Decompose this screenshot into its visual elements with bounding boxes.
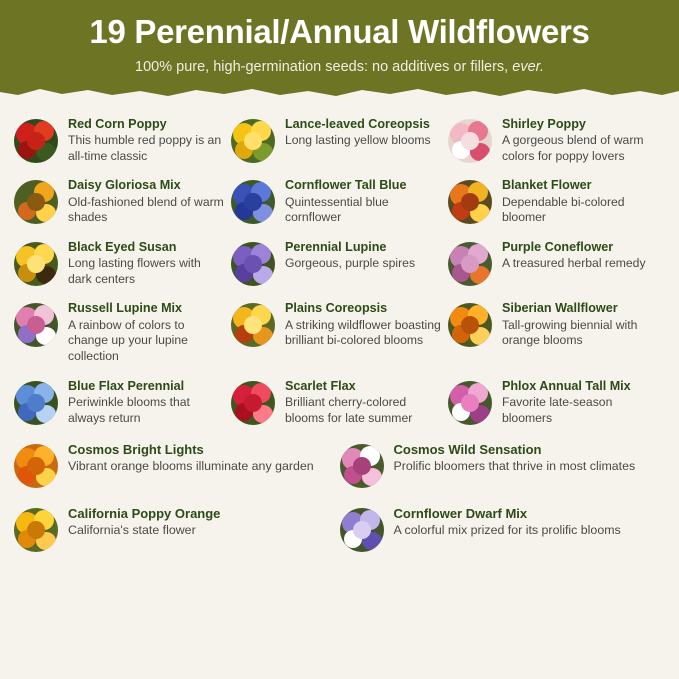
flower-name: Cosmos Bright Lights xyxy=(68,442,204,458)
flower-photo-swatch xyxy=(14,242,58,286)
flower-cell xyxy=(14,442,340,506)
flower-description: Periwinkle blooms that always return xyxy=(68,394,190,425)
flower-name: Cornflower Tall Blue xyxy=(284,178,407,193)
flower-name: Siberian Wallflower xyxy=(501,301,618,316)
flower-photo-swatch xyxy=(448,381,492,425)
list-item[interactable] xyxy=(14,117,227,165)
list-item[interactable] xyxy=(14,301,227,364)
flower-photo-swatch xyxy=(231,180,275,224)
list-item[interactable] xyxy=(231,178,444,226)
list-item[interactable] xyxy=(14,379,227,427)
flower-description: Quintessential blue cornflower xyxy=(284,194,389,225)
flower-description: Brilliant cherry-colored blooms for late summer xyxy=(284,394,413,425)
flower-photo-swatch xyxy=(14,119,58,163)
flower-cell xyxy=(231,301,448,378)
subtitle-emphasis: ever. xyxy=(512,59,544,76)
flower-name: Cornflower Dwarf Mix xyxy=(393,506,528,522)
flower-description: A treasured herbal remedy xyxy=(501,256,646,271)
list-item[interactable] xyxy=(14,506,334,552)
flower-cell xyxy=(14,379,231,441)
flower-grid-two-column xyxy=(14,442,665,570)
flower-cell xyxy=(231,117,448,179)
flower-photo-swatch xyxy=(231,242,275,286)
flower-name: Shirley Poppy xyxy=(501,116,586,131)
flower-name: Perennial Lupine xyxy=(284,239,387,254)
flower-grid-three-column xyxy=(14,117,665,441)
flower-photo-swatch xyxy=(14,381,58,425)
flower-description: Vibrant orange blooms illuminate any garden xyxy=(68,459,314,474)
flower-name: Purple Coneflower xyxy=(501,239,614,254)
flower-description: Favorite late-season bloomers xyxy=(501,394,613,425)
flower-cell xyxy=(14,117,231,179)
flower-description: California's state flower xyxy=(68,523,196,538)
flower-name: Plains Coreopsis xyxy=(284,301,388,316)
flower-name: Lance-leaved Coreopsis xyxy=(284,116,430,131)
flower-cell xyxy=(14,506,340,570)
flower-cell xyxy=(340,506,666,570)
flower-photo-swatch xyxy=(448,303,492,347)
header-banner xyxy=(0,0,679,99)
list-item[interactable] xyxy=(448,379,661,427)
list-item[interactable] xyxy=(14,178,227,226)
flower-name: Cosmos Wild Sensation xyxy=(393,442,542,458)
flower-name: Phlox Annual Tall Mix xyxy=(501,378,631,393)
flower-photo-swatch xyxy=(14,508,58,552)
flower-cell xyxy=(231,379,448,441)
flower-photo-swatch xyxy=(231,381,275,425)
flower-cell xyxy=(448,117,665,179)
flower-name: Scarlet Flax xyxy=(284,378,356,393)
list-item[interactable] xyxy=(14,442,334,488)
flower-cell xyxy=(231,240,448,302)
flower-photo-swatch xyxy=(14,180,58,224)
flower-cell xyxy=(448,240,665,302)
flower-description: Tall-growing biennial with orange blooms xyxy=(501,317,638,348)
flower-description: Gorgeous, purple spires xyxy=(284,256,416,271)
flower-description: A striking wildflower boasting brilliant bi-colored blooms xyxy=(284,317,441,348)
list-item[interactable] xyxy=(448,178,661,226)
flower-cell xyxy=(14,240,231,302)
flower-cell xyxy=(448,178,665,240)
flower-name: Red Corn Poppy xyxy=(68,116,167,131)
page-title: 19 Perennial/Annual Wildflowers xyxy=(89,13,590,50)
flower-description: A colorful mix prized for its prolific blooms xyxy=(393,523,621,538)
list-item[interactable] xyxy=(448,117,661,165)
flower-cell xyxy=(14,301,231,378)
flower-description: Long lasting flowers with dark centers xyxy=(68,256,201,286)
list-item[interactable] xyxy=(448,240,661,286)
flower-name: Russell Lupine Mix xyxy=(68,301,183,316)
flower-photo-swatch xyxy=(231,303,275,347)
flower-photo-swatch xyxy=(448,119,492,163)
flower-name: Blanket Flower xyxy=(501,178,592,193)
flower-photo-swatch xyxy=(448,242,492,286)
flower-photo-swatch xyxy=(340,444,384,488)
flower-description: Prolific bloomers that thrive in most climates xyxy=(393,459,636,474)
flower-name: Daisy Gloriosa Mix xyxy=(68,178,181,193)
flower-description: A gorgeous blend of warm colors for poppy lovers xyxy=(501,133,644,163)
flower-photo-swatch xyxy=(14,444,58,488)
flower-description: This humble red poppy is an all-time classic xyxy=(68,133,222,163)
flower-description: Old-fashioned blend of warm shades xyxy=(68,194,224,225)
flower-cell xyxy=(448,301,665,378)
flower-cell xyxy=(340,442,666,506)
flower-description: Dependable bi-colored bloomer xyxy=(501,194,625,225)
flower-photo-swatch xyxy=(231,119,275,163)
flower-name: Black Eyed Susan xyxy=(68,239,177,254)
flower-cell xyxy=(448,379,665,441)
list-item[interactable] xyxy=(231,379,444,427)
list-item[interactable] xyxy=(231,240,444,286)
flower-cell xyxy=(14,178,231,240)
flower-name: California Poppy Orange xyxy=(68,506,221,522)
subtitle-main: 100% pure, high-germination seeds: no additives or fillers, xyxy=(135,59,513,76)
list-item[interactable] xyxy=(448,301,661,349)
flower-photo-swatch xyxy=(340,508,384,552)
flower-photo-swatch xyxy=(448,180,492,224)
flower-photo-swatch xyxy=(14,303,58,347)
flower-list-content xyxy=(0,99,679,571)
flower-description: Long lasting yellow blooms xyxy=(284,133,431,148)
torn-edge-decoration xyxy=(0,86,679,100)
header-subtitle xyxy=(20,59,659,76)
list-item[interactable] xyxy=(14,240,227,288)
list-item[interactable] xyxy=(340,506,660,552)
list-item[interactable] xyxy=(231,117,444,163)
flower-cell xyxy=(231,178,448,240)
list-item[interactable] xyxy=(340,442,660,488)
list-item[interactable] xyxy=(231,301,444,349)
flower-description: A rainbow of colors to change up your lupine collection xyxy=(68,317,188,363)
flower-name: Blue Flax Perennial xyxy=(68,378,185,393)
